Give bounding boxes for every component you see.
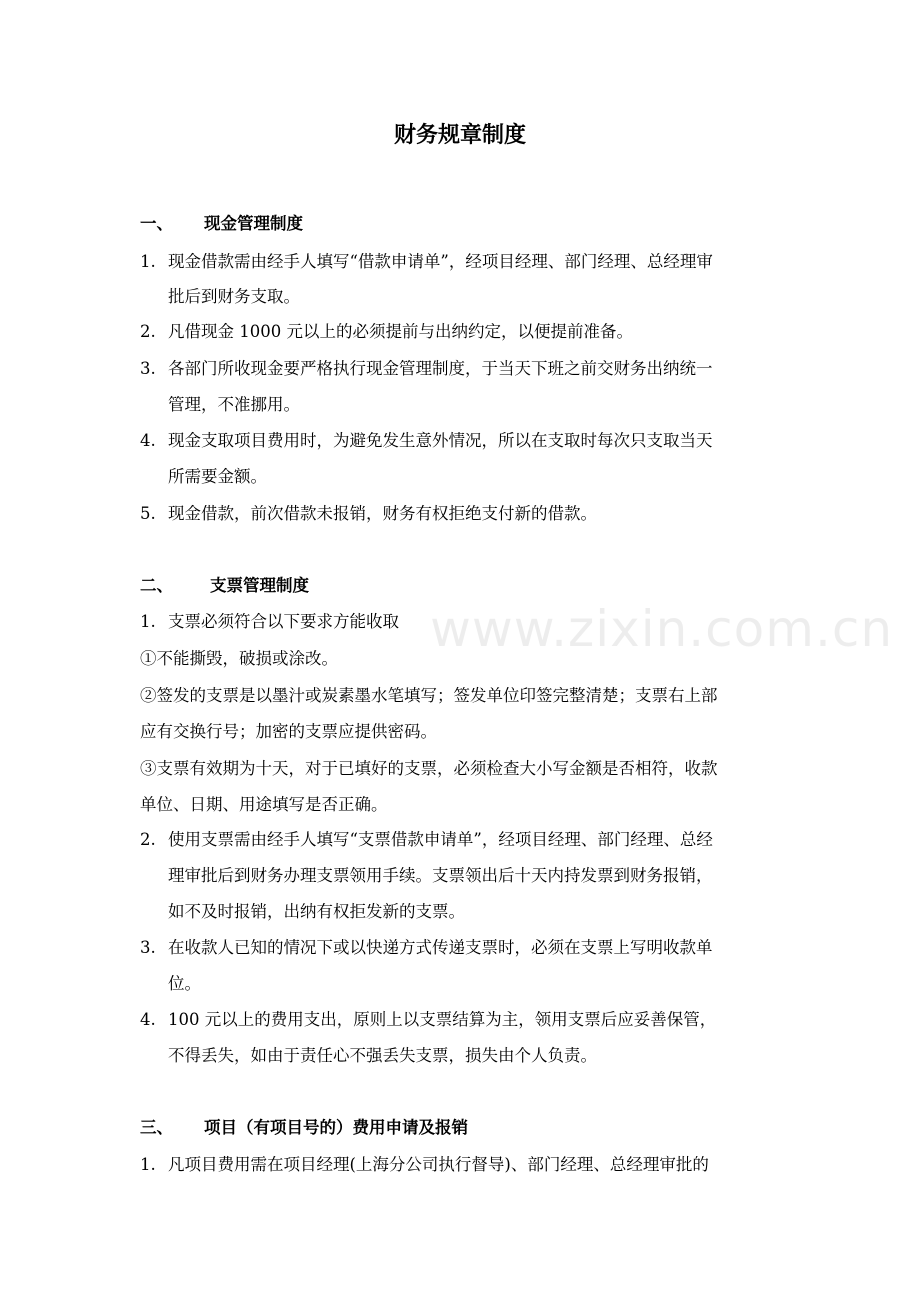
item-continuation: 如不及时报销，出纳有权拒发新的支票。 <box>168 902 465 921</box>
item-text: 在收款人已知的情况下或以快递方式传递支票时，必须在支票上写明收款单 <box>168 938 713 957</box>
item-continuation: 理审批后到财务办理支票领用手续。支票领出后十天内持发票到财务报销， <box>168 866 713 885</box>
item-text: 凡借现金 1000 元以上的必须提前与出纳约定，以便提前准备。 <box>168 322 633 341</box>
item-number: 5. <box>140 504 156 523</box>
watermark: www.zixin.com.cn <box>430 600 894 658</box>
item-text: 支票必须符合以下要求方能收取 <box>168 612 399 631</box>
paragraph: ①不能撕毁，破损或涂改。 <box>140 649 338 668</box>
paragraph: ②签发的支票是以墨汁或炭素墨水笔填写；签发单位印签完整清楚；支票右上部 <box>140 686 718 705</box>
item-continuation: 批后到财务支取。 <box>168 287 300 306</box>
section-title: 现金管理制度 <box>204 214 303 233</box>
item-number: 1. <box>140 612 156 631</box>
section-number: 三、 <box>140 1118 173 1137</box>
item-number: 1. <box>140 1155 156 1174</box>
section-number: 二、 <box>140 576 173 595</box>
item-text: 现金借款需由经手人填写“借款申请单”，经项目经理、部门经理、总经理审 <box>168 252 713 271</box>
item-text: 使用支票需由经手人填写“支票借款申请单”，经项目经理、部门经理、总经 <box>168 830 713 849</box>
section-title: 项目（有项目号的）费用申请及报销 <box>204 1118 468 1137</box>
item-continuation: 不得丢失，如由于责任心不强丢失支票，损失由个人负责。 <box>168 1046 597 1065</box>
item-continuation: 位。 <box>168 974 201 993</box>
section-title: 支票管理制度 <box>210 576 309 595</box>
section-number: 一、 <box>140 214 173 233</box>
item-text: 现金支取项目费用时，为避免发生意外情况，所以在支取时每次只支取当天 <box>168 431 713 450</box>
item-text: 现金借款，前次借款未报销，财务有权拒绝支付新的借款。 <box>168 504 597 523</box>
paragraph: ③支票有效期为十天，对于已填好的支票，必须检查大小写金额是否相符，收款 <box>140 759 718 778</box>
item-continuation: 所需要金额。 <box>168 467 267 486</box>
item-number: 2. <box>140 830 156 849</box>
item-text: 各部门所收现金要严格执行现金管理制度，于当天下班之前交财务出纳统一 <box>168 359 713 378</box>
paragraph-continuation: 应有交换行号；加密的支票应提供密码。 <box>140 722 437 741</box>
item-number: 4. <box>140 1010 156 1029</box>
item-text: 100 元以上的费用支出，原则上以支票结算为主，领用支票后应妥善保管， <box>168 1010 717 1029</box>
paragraph-continuation: 单位、日期、用途填写是否正确。 <box>140 795 388 814</box>
document-title: 财务规章制度 <box>393 123 526 148</box>
item-number: 1. <box>140 252 156 271</box>
item-continuation: 管理，不准挪用。 <box>168 395 300 414</box>
item-number: 2. <box>140 322 156 341</box>
item-number: 3. <box>140 938 156 957</box>
item-number: 4. <box>140 431 156 450</box>
item-number: 3. <box>140 359 156 378</box>
item-text: 凡项目费用需在项目经理(上海分公司执行督导)、部门经理、总经理审批的 <box>168 1155 709 1174</box>
